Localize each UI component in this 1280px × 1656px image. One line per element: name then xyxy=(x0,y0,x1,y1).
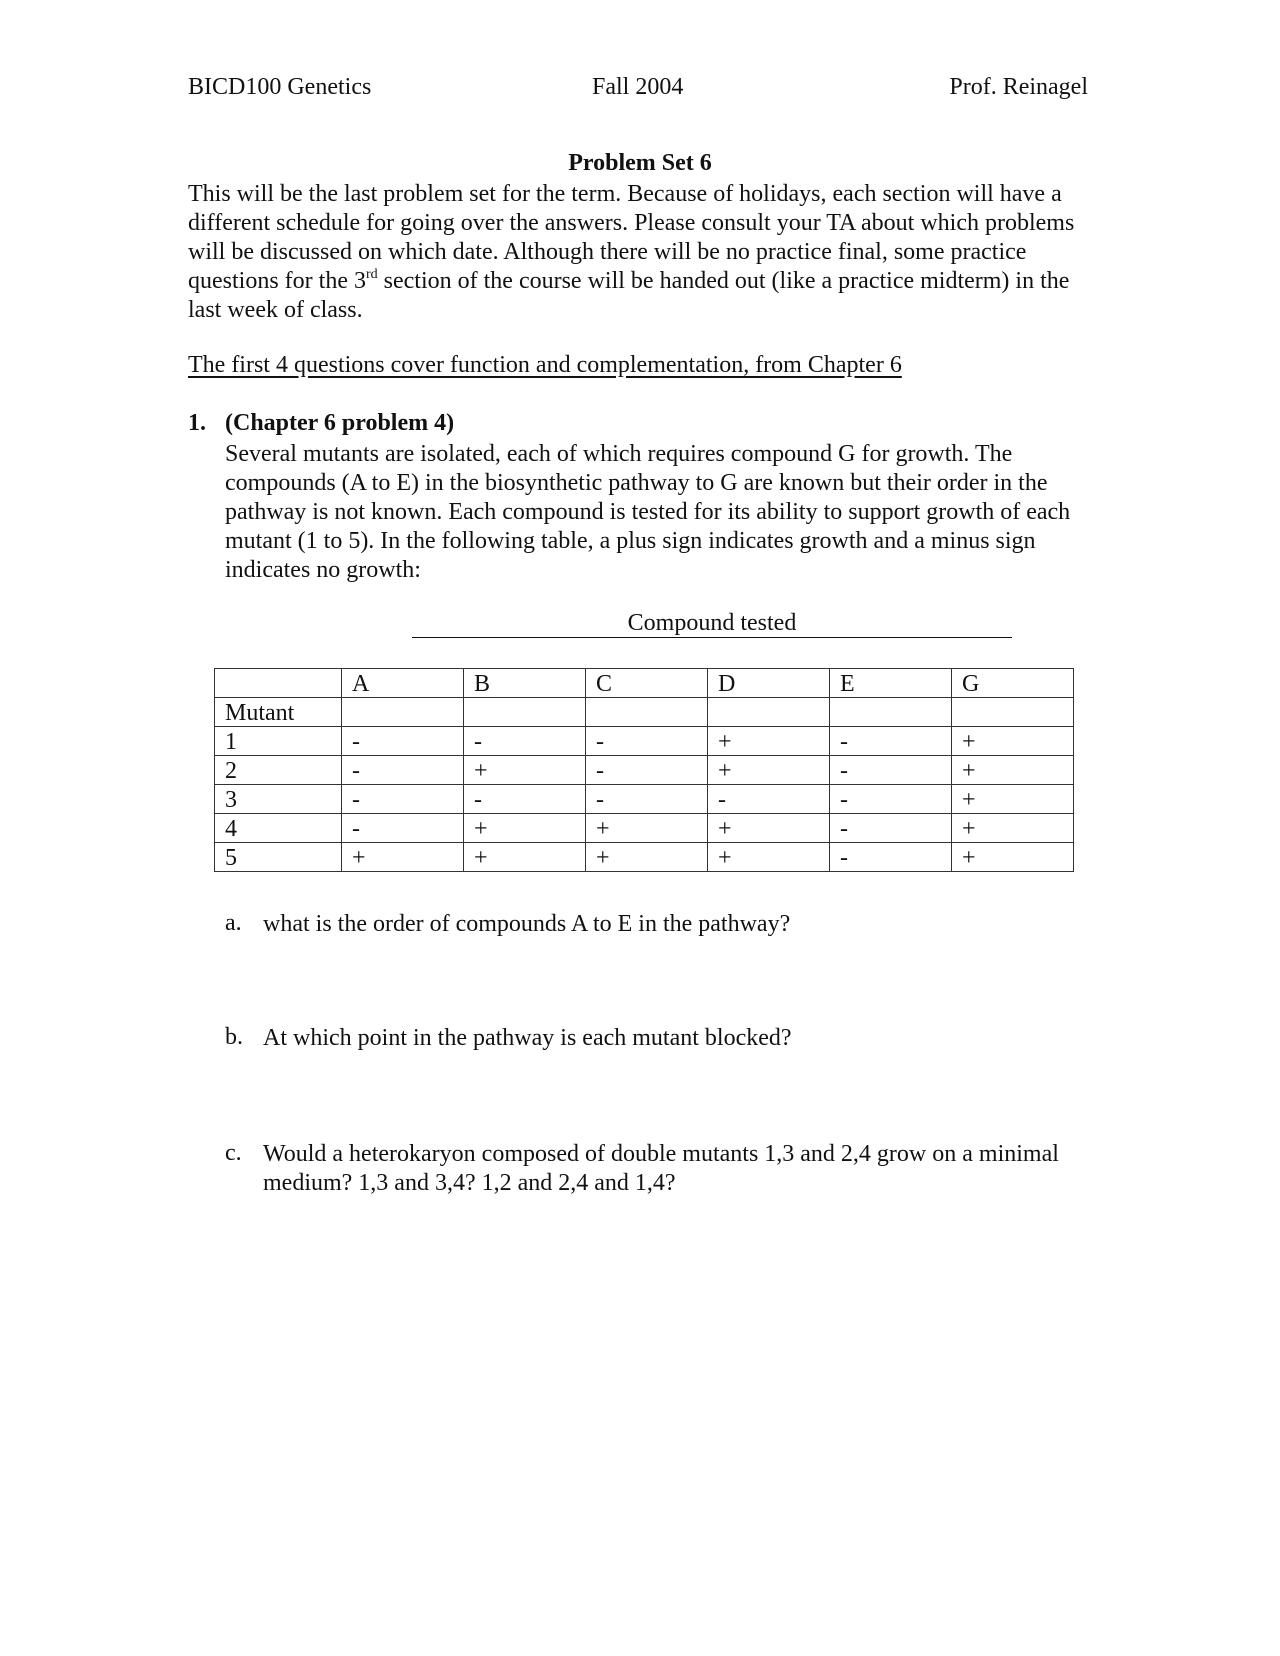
question-title: (Chapter 6 problem 4) xyxy=(225,410,455,436)
table-cell: + xyxy=(952,785,1074,814)
row-header-mutant: Mutant xyxy=(215,698,342,727)
table-cell xyxy=(342,698,464,727)
subquestion-b-text: At which point in the pathway is each mutant blocked? xyxy=(263,1025,792,1051)
table-row xyxy=(215,727,1074,756)
intro-paragraph xyxy=(188,180,1108,325)
column-header-c: C xyxy=(586,669,708,698)
table-cell: - xyxy=(342,756,464,785)
mutant-number: 2 xyxy=(215,756,342,785)
column-header-g: G xyxy=(952,669,1074,698)
table-cell: + xyxy=(952,727,1074,756)
table-cell: - xyxy=(586,785,708,814)
table-cell: - xyxy=(830,843,952,872)
table-cell xyxy=(708,698,830,727)
table-cell: + xyxy=(464,756,586,785)
mutant-number: 1 xyxy=(215,727,342,756)
table-cell: + xyxy=(464,843,586,872)
table-cell: - xyxy=(830,785,952,814)
table-cell: - xyxy=(464,727,586,756)
table-row xyxy=(215,814,1074,843)
subquestion-c-text: Would a heterokaryon composed of double mutants 1,3 and 2,4 grow on a minimal medium? 1,3 and 3,4? 1,2 and 2,4 and 1,4? xyxy=(263,1141,1059,1196)
table-cell: - xyxy=(342,785,464,814)
table-cell: - xyxy=(830,727,952,756)
growth-table xyxy=(214,668,1074,872)
table-cell: + xyxy=(342,843,464,872)
mutant-number: 3 xyxy=(215,785,342,814)
table-cell: - xyxy=(830,756,952,785)
table-cell: + xyxy=(708,727,830,756)
question-body: Several mutants are isolated, each of which requires compound G for growth. The compounds (A to E) in the biosynthetic pathway to G are known but their order in the pathway is not known. Each compound is tested for its ability to support growth of each mutant (1 to 5). In the following table, a plus sign indicates growth and a minus sign indicates no growth: xyxy=(225,441,1071,583)
table-row xyxy=(215,756,1074,785)
header-instructor: Prof. Reinagel xyxy=(949,74,1088,100)
table-cell: + xyxy=(586,843,708,872)
mutant-number: 4 xyxy=(215,814,342,843)
intro-superscript: rd xyxy=(365,267,378,282)
column-header-e: E xyxy=(830,669,952,698)
table-cell: - xyxy=(342,727,464,756)
table-cell: + xyxy=(952,814,1074,843)
table-cell: - xyxy=(342,814,464,843)
mutant-number: 5 xyxy=(215,843,342,872)
subquestion-b-letter: b. xyxy=(225,1024,243,1050)
table-cell: - xyxy=(586,756,708,785)
subquestion-c-letter: c. xyxy=(225,1140,242,1166)
table-cell: - xyxy=(708,785,830,814)
table-cell: + xyxy=(708,756,830,785)
intro-text-part1: This will be the last problem set for the term. Because of holidays, each section will have a different schedule for going over the answers. Please consult your TA about which problems will be discussed on which date. Although there will be no practice final, some practice questions for the 3 xyxy=(188,181,1075,294)
column-header-d: D xyxy=(708,669,830,698)
table-cell: - xyxy=(464,785,586,814)
subquestion-a-text: what is the order of compounds A to E in the pathway? xyxy=(263,911,791,937)
table-cell xyxy=(830,698,952,727)
table-row xyxy=(215,785,1074,814)
table-corner-cell xyxy=(215,669,342,698)
table-row-mutant-label xyxy=(215,698,1074,727)
table-cell: + xyxy=(708,814,830,843)
table-cell: + xyxy=(464,814,586,843)
intro-text-part2: section of the course will be handed out (like a practice midterm) in the last week of class. xyxy=(188,268,1070,323)
table-cell xyxy=(952,698,1074,727)
table-cell: + xyxy=(586,814,708,843)
section-heading: The first 4 questions cover function and complementation, from Chapter 6 xyxy=(188,352,902,378)
table-caption-rule xyxy=(412,637,1012,638)
table-cell xyxy=(586,698,708,727)
subquestion-a-letter: a. xyxy=(225,910,242,936)
table-cell: + xyxy=(952,843,1074,872)
table-caption: Compound tested xyxy=(627,610,797,636)
question-number: 1. xyxy=(188,410,206,436)
header-term: Fall 2004 xyxy=(592,74,684,100)
header-course: BICD100 Genetics xyxy=(188,74,372,100)
table-row xyxy=(215,843,1074,872)
table-cell: - xyxy=(586,727,708,756)
column-header-a: A xyxy=(342,669,464,698)
page-title: Problem Set 6 xyxy=(568,150,712,176)
table-cell: + xyxy=(708,843,830,872)
column-header-b: B xyxy=(464,669,586,698)
table-header-row xyxy=(215,669,1074,698)
table-cell: + xyxy=(952,756,1074,785)
table-cell xyxy=(464,698,586,727)
table-cell: - xyxy=(830,814,952,843)
